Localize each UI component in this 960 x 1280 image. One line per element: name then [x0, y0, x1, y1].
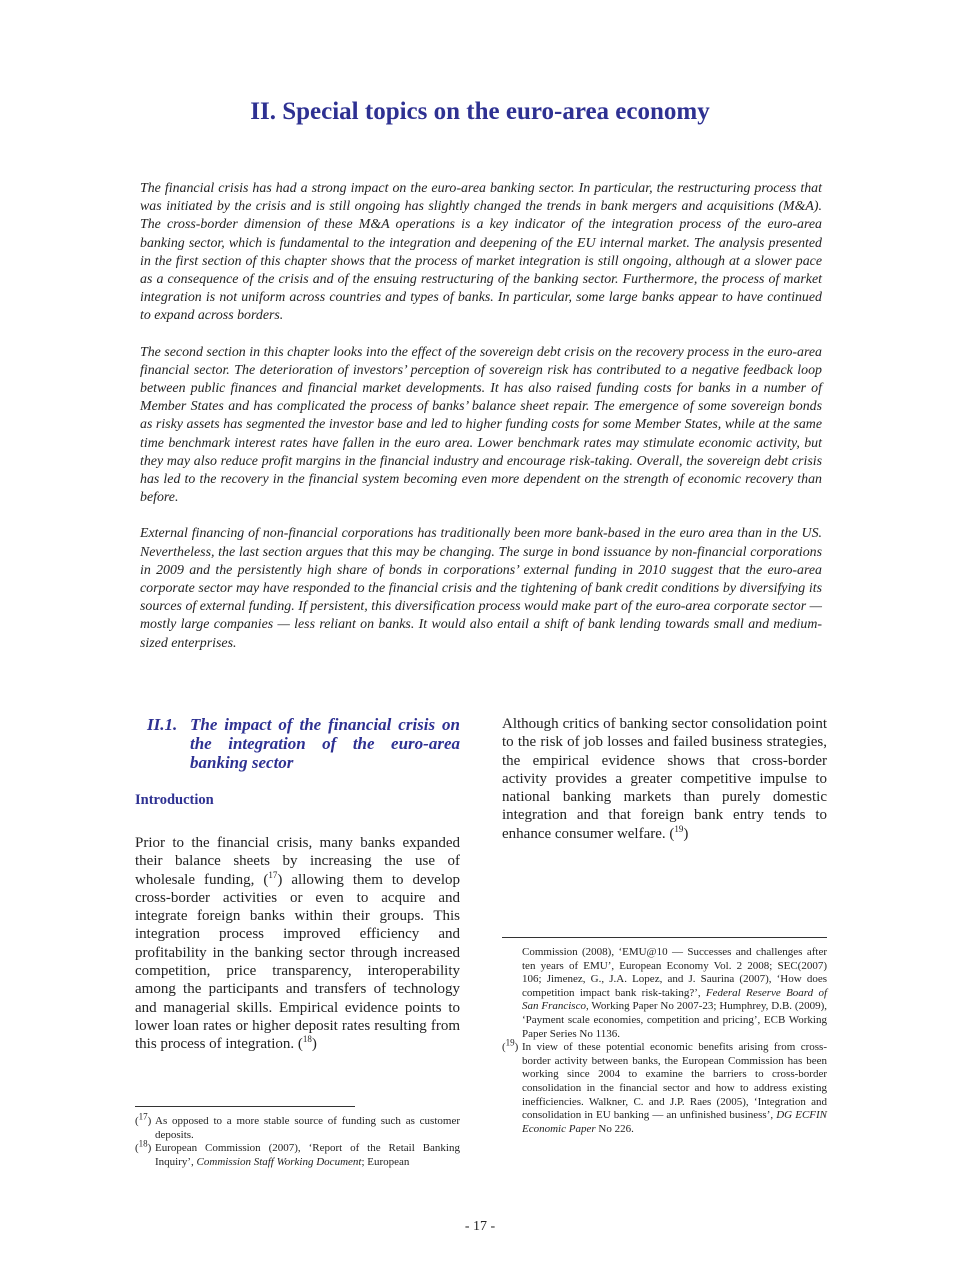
footnote-marker: ($^{18}$) [135, 1138, 152, 1155]
section-title: The impact of the financial crisis on the integration of the euro-area banking sector [190, 715, 460, 772]
body-text: ) [311, 1036, 317, 1053]
footnote-text: European Commission (2007), ‘Report of the Retail Banking Inquiry’, Commission Staff Working Document; European [155, 1142, 460, 1168]
section-number: II.1. [147, 715, 178, 734]
footnote-ref-17[interactable]: 17 [268, 869, 278, 880]
body-text: Although critics of banking sector consolidation point to the risk of job losses and failed business strategies, the empirical evidence shows that cross-border activity provides a greater competitive impulse to national banking markets than purely domestic integration and that foreign bank entry tends to enhance consumer welfare. ( [502, 716, 827, 842]
footnote-18-continued: Commission (2008), ‘EMU@10 — Successes and challenges after ten years of EMU’, European Economy Vol. 2 2008; SEC(2007) 106; Jimenez, G., J.A. Lopez, and J. Saurina (2007), ‘How does competition impact bank risk-taking?’, Federal Reserve Board of San Francisco, Working Paper No 2007-23; Humphrey, D.B. (2009), ‘Payment scale economies, competition and pricing’, ECB Working Paper Series No 1136. [522, 946, 828, 1040]
footnote-18 [135, 1138, 460, 1169]
page-number: - 17 - [464, 1219, 496, 1234]
footnote-ref-19[interactable]: 19 [674, 823, 684, 834]
footnote-divider [502, 937, 827, 938]
footnote-19 [502, 1037, 827, 1136]
footnotes-left [135, 1106, 460, 1169]
chapter-title: II. Special topics on the euro-area economy [250, 98, 710, 125]
footnote-divider [135, 1106, 355, 1107]
subheading-introduction: Introduction [135, 792, 214, 808]
left-column [135, 715, 460, 1054]
body-paragraph [502, 715, 827, 843]
footnote-text: In view of these potential economic benefits arising from cross-border activity between banks, the European Commission has been working since 2004 to examine the barriers to cross-border consolidation in the financial sector and how to address existing inefficiencies. Walkner, C. and J.P. Raes (2005), ‘Integration and consolidation in EU banking — an unfinished business’, DG ECFIN Economic Paper No 226. [522, 1041, 827, 1135]
summary-paragraph: External financing of non-financial corporations has traditionally been more bank-based in the euro area than in the US. Nevertheless, the last section argues that this may be changing. The surge in bond issuance by non-financial corporations in 2009 and the persistently high share of bonds in corporations’ external funding in 2010 suggest that the euro-area corporate sector may have responded to the financial crisis and the tightening of bank credit conditions by diversifying its sources of external funding. If persistent, this diversification process would make part of the euro-area corporate sector — mostly large companies — less reliant on banks. It would also entail a shift of bank lending towards small and medium-sized enterprises. [140, 526, 822, 651]
body-text: Prior to the financial crisis, many banks expanded their balance sheets by increasing the use of wholesale funding, ( [135, 835, 460, 888]
footnote-17 [135, 1111, 460, 1142]
footnotes-right [502, 937, 827, 1136]
section-heading [147, 715, 460, 772]
footnote-ref-18[interactable]: 18 [302, 1034, 312, 1045]
footnote-marker: ($^{19}$) [502, 1037, 519, 1054]
summary-paragraph: The financial crisis has had a strong impact on the euro-area banking sector. In particular, the restructuring process that was initiated by the crisis and is still ongoing has slightly changed the trends in bank mergers and acquisitions (M&A). The cross-border dimension of these M&A operations is a key indicator of the integration process of the euro-area banking sector, which is fundamental to the integration and deepening of the EU internal market. The analysis presented in the first section of this chapter shows that the process of market integration is still ongoing, although at a slower pace as a consequence of the crisis and of the ensuing restructuring of the banking sector. Furthermore, the process of market integration is not uniform across countries and types of banks. In particular, some large banks appear to have continued to expand across borders. [140, 181, 822, 324]
footnote-marker: ($^{17}$) [135, 1111, 152, 1127]
footnote-list [135, 1111, 460, 1169]
chapter-summary [140, 180, 822, 671]
body-text: ) [683, 825, 689, 842]
body-paragraph [135, 834, 460, 1054]
body-text: ) allowing them to develop cross-border activities or even to acquire and integrate foreign banks within their groups. This integration process improved efficiency and profitability in the banking sector through increased competition, price transparency, interoperability among the participants and transfers of technology and managerial skills. Empirical evidence points to lower loan rates or higher deposit rates resulting from this process of integration. ( [135, 871, 461, 1053]
footnote-text: As opposed to a more stable source of funding such as customer deposits. [155, 1115, 460, 1141]
right-column [502, 715, 827, 843]
summary-paragraph: The second section in this chapter looks into the effect of the sovereign debt crisis on the recovery process in the euro-area financial sector. The deterioration of investors’ perception of sovereign risk has contributed to a negative feedback loop between public finances and financial market developments. It has also raised funding costs for banks in a number of Member States and has complicated the process of banks’ balance sheet repair. The emergence of some sovereign bonds as risky assets has segmented the investor base and led to higher funding costs for some Member States, while at the same time benchmark interest rates have fallen in the euro area. Lower benchmark rates may stimulate economic activity, but they may also reduce profit margins in the financial industry and encourage risk-taking. Overall, the sovereign debt crisis has led to the recovery in the financial system becoming even more dependent on the strength of economic recovery than before. [140, 344, 822, 506]
